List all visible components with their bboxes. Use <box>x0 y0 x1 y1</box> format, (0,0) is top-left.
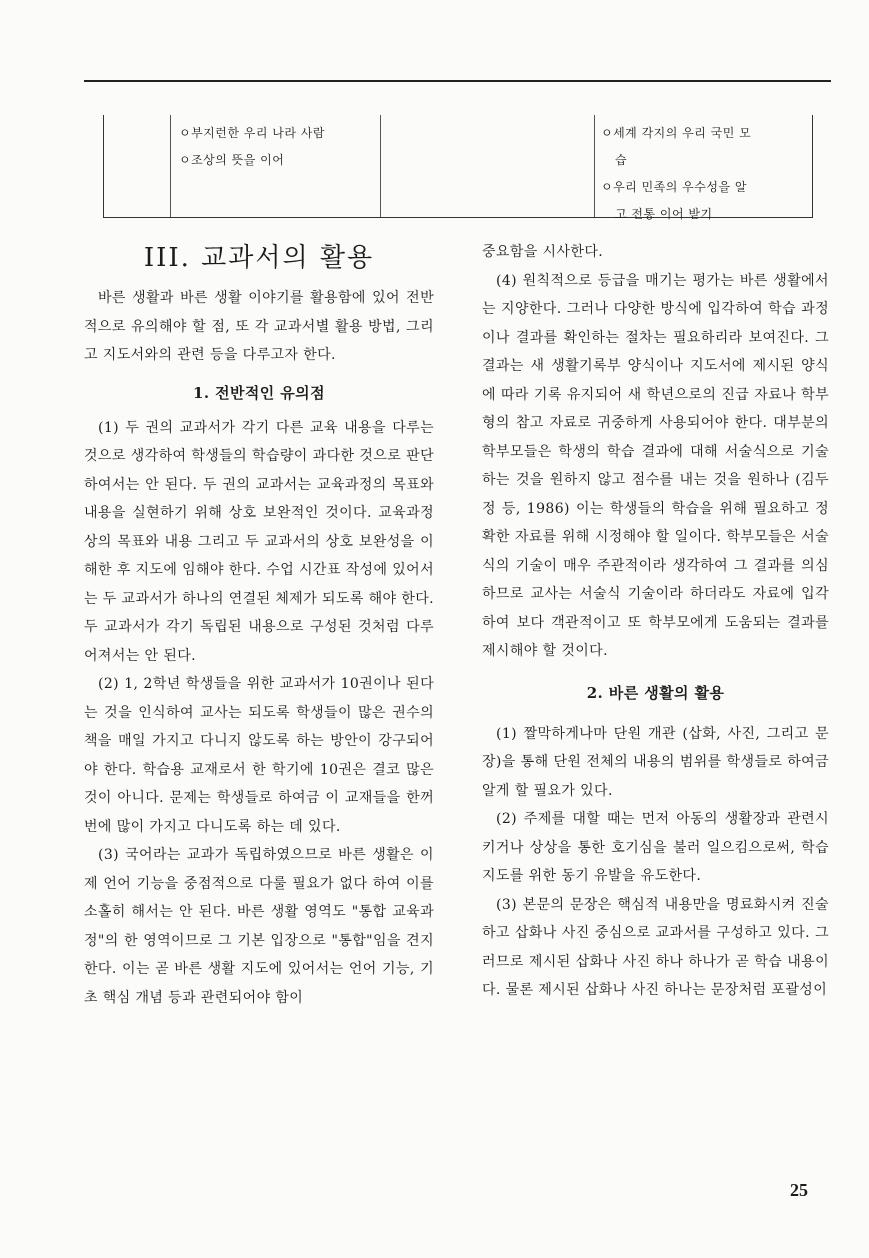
section-title: III. 교과서의 활용 <box>143 243 375 273</box>
paragraph: (4) 원칙적으로 등급을 매기는 평가는 바른 생활에서는 지양한다. 그러나 다양한 방식에 입각하여 학습 과정이나 결과를 확인하는 절차는 필요하리라 보여진다. 그 결과는 새 생활기록부 양식이나 지도서에 제시된 양식에 따라 기록 유지되어 새 학년으로의 진급 자료나 학부형의 참고 자료로 귀중하게 사용되어야 한다. 대부분의 학부모들은 학생의 학습 결과에 대해 서술식으로 기술하는 것을 원하지 않고 점수를 내는 것을 원하나 (김두정 등, 1986) 이는 학생들의 학습을 위해 필요하고 정확한 자료를 위해 시정해야 할 일이다. 학부모들은 서술식의 기술이 매우 주관적이라 생각하여 그 결과를 의심하므로 교사는 서술식 기술이라 하더라도 자료에 입각하여 보다 객관적이고 또 학부모에게 도움되는 결과를 제시해야 할 것이다. <box>482 272 829 659</box>
table-cell-line: 고 전통 이어 받기 <box>615 207 713 221</box>
subsection-title: 1. 전반적인 유의점 <box>193 383 325 402</box>
left-column <box>84 238 434 1012</box>
intro-paragraph: 바른 생활과 바른 생활 이야기를 활용함에 있어 전반적으로 유의해야 할 점, 또 각 교과서별 활용 방법, 그리고 지도서와의 관련 등을 다루고자 한다. <box>84 290 434 363</box>
page-number: 25 <box>790 1180 808 1200</box>
paragraph: (3) 본문의 문장은 핵심적 내용만을 명료화시켜 진술하고 삽화나 사진 중심으로 교과서를 구성하고 있다. 그러므로 제시된 삽화나 사진 하나 하나가 곧 학습 내용이다. 물론 제시된 삽화나 사진 하나는 문장처럼 포괄성이 <box>482 896 829 998</box>
right-column <box>482 238 829 1005</box>
paragraph: (1) 짤막하게나마 단원 개관 (삽화, 사진, 그리고 문장)을 통해 단원 전체의 내용의 범위를 학생들로 하여금 알게 할 필요가 있다. <box>482 725 829 799</box>
table-cell-line: ㅇ조상의 뜻을 이어 <box>179 153 285 167</box>
paragraph: (2) 1, 2학년 학생들을 위한 교과서가 10권이나 된다는 것을 인식하여 교사는 되도록 학생들이 많은 권수의 책을 매일 가지고 다니지 않도록 하는 방안이 강구되어야 한다. 학습용 교재로서 한 학기에 10권은 결코 많은 것이 아니다. 문제는 학생들로 하여금 이 교재들을 한꺼번에 많이 가지고 다니도록 하는 데 있다. <box>84 676 434 835</box>
table-cell-line: ㅇ우리 민족의 우수성을 알 <box>601 180 747 194</box>
table-cell-line: ㅇ세계 각지의 우리 국민 모 <box>601 126 752 140</box>
paragraph: (3) 국어라는 교과가 독립하였으므로 바른 생활은 이제 언어 기능을 중점적으로 다룰 필요가 없다 하여 이를 소홀히 해서는 안 된다. 바른 생활 영역도 "통합 교육과정"의 한 영역이므로 그 기본 입장으로 "통합"임을 견지한다. 이는 곧 바른 생활 지도에 있어서는 언어 기능, 기초 핵심 개념 등과 관련되어야 함이 <box>84 847 434 1006</box>
paragraph: (1) 두 권의 교과서가 각기 다른 교육 내용을 다루는 것으로 생각하여 학생들의 학습량이 과다한 것으로 판단하여서는 안 된다. 두 권의 교과서는 교육과정의 목표와 내용을 실현하기 위해 상호 보완적인 것이다. 교육과정상의 목표와 내용 그리고 두 교과서의 상호 보완성을 이해한 후 지도에 임해야 한다. 수업 시간표 작성에 있어서는 두 교과서가 하나의 연결된 체제가 되도록 해야 한다. 두 교과서가 각기 독립된 내용으로 구성된 것처럼 다루어져서는 안 된다. <box>84 419 434 664</box>
table-divider <box>170 115 171 217</box>
paragraph: (2) 주제를 대할 때는 먼저 아동의 생활장과 관련시키거나 상상을 통한 호기심을 불러 일으킴으로써, 학습 지도를 위한 동기 유발을 유도한다. <box>482 811 829 884</box>
table-fragment <box>103 115 813 221</box>
table-cell-line: ㅇ부지런한 우리 나라 사람 <box>179 126 325 140</box>
continued-text: 중요함을 시사한다. <box>482 244 604 260</box>
top-rule <box>84 80 831 82</box>
table-cell-middle <box>179 120 325 174</box>
subsection-title: 2. 바른 생활의 활용 <box>586 683 725 702</box>
table-divider <box>594 115 595 217</box>
table-cell-line: 습 <box>615 153 628 167</box>
table-cell-right <box>601 120 751 228</box>
table-divider <box>380 115 381 217</box>
